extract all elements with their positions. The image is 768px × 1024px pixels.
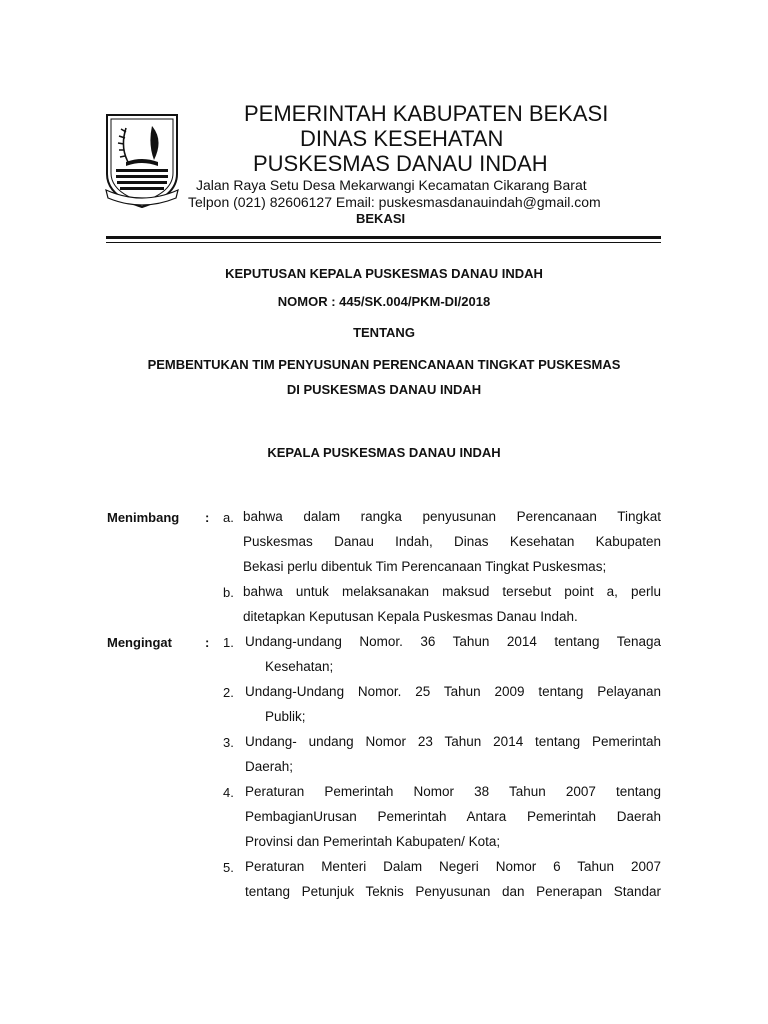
section-colon: : xyxy=(205,510,210,525)
address-line: Jalan Raya Setu Desa Mekarwangi Kecamatan Cikarang Barat xyxy=(196,177,587,193)
item-line: Undang-Undang Nomor. 25 Tahun 2009 tentang Pelayanan xyxy=(245,684,661,699)
item-marker: a. xyxy=(223,510,234,525)
item-marker: 3. xyxy=(223,735,234,750)
regency-emblem-logo xyxy=(104,112,180,210)
item-marker: b. xyxy=(223,585,234,600)
item-line: PembagianUrusan Pemerintah Antara Pemerintah Daerah xyxy=(245,809,661,824)
org-line-health-office: DINAS KESEHATAN xyxy=(300,126,504,151)
decree-authority: KEPALA PUSKESMAS DANAU INDAH xyxy=(267,445,501,460)
item-line: tentang Petunjuk Teknis Penyusunan dan Penerapan Standar xyxy=(245,884,661,899)
item-line: ditetapkan Keputusan Kepala Puskesmas Danau Indah. xyxy=(243,609,578,624)
item-line: Undang- undang Nomor 23 Tahun 2014 tentang Pemerintah xyxy=(245,734,661,749)
decree-number: NOMOR : 445/SK.004/PKM-DI/2018 xyxy=(277,294,491,309)
item-line: Undang-undang Nomor. 36 Tahun 2014 tentang Tenaga xyxy=(245,634,661,649)
item-line: Puskesmas Danau Indah, Dinas Kesehatan Kabupaten xyxy=(243,534,661,549)
section-colon: : xyxy=(205,635,210,650)
letterhead-rule-thin xyxy=(106,242,661,243)
org-line-government: PEMERINTAH KABUPATEN BEKASI xyxy=(244,101,609,126)
decree-about: TENTANG xyxy=(353,325,415,340)
section-label-mengingat: Mengingat xyxy=(107,635,172,650)
org-line-puskesmas: PUSKESMAS DANAU INDAH xyxy=(253,151,548,176)
section-label-menimbang: Menimbang xyxy=(107,510,180,525)
item-marker: 4. xyxy=(223,785,234,800)
item-marker: 1. xyxy=(223,635,234,650)
item-marker: 5. xyxy=(223,860,234,875)
city-line: BEKASI xyxy=(356,211,406,226)
item-line: Peraturan Menteri Dalam Negeri Nomor 6 Tahun 2007 xyxy=(245,859,661,874)
decree-subject-line-1: PEMBENTUKAN TIM PENYUSUNAN PERENCANAAN TINGKAT PUSKESMAS xyxy=(147,357,621,372)
item-line: Daerah; xyxy=(245,759,294,774)
item-line: Kesehatan; xyxy=(265,659,334,674)
item-line: Peraturan Pemerintah Nomor 38 Tahun 2007 tentang xyxy=(245,784,661,799)
item-line: Publik; xyxy=(265,709,306,724)
item-line: Provinsi dan Pemerintah Kabupaten/ Kota; xyxy=(245,834,501,849)
decree-title: KEPUTUSAN KEPALA PUSKESMAS DANAU INDAH xyxy=(225,266,543,281)
decree-subject-line-2: DI PUSKESMAS DANAU INDAH xyxy=(286,382,482,397)
item-line: Bekasi perlu dibentuk Tim Perencanaan Tingkat Puskesmas; xyxy=(243,559,607,574)
item-marker: 2. xyxy=(223,685,234,700)
letterhead-rule-thick xyxy=(106,236,661,239)
contact-line: Telpon (021) 82606127 Email: puskesmasdanauindah@gmail.com xyxy=(188,194,601,210)
item-line: bahwa dalam rangka penyusunan Perencanaan Tingkat xyxy=(243,509,661,524)
item-line: bahwa untuk melaksanakan maksud tersebut point a, perlu xyxy=(243,584,661,599)
